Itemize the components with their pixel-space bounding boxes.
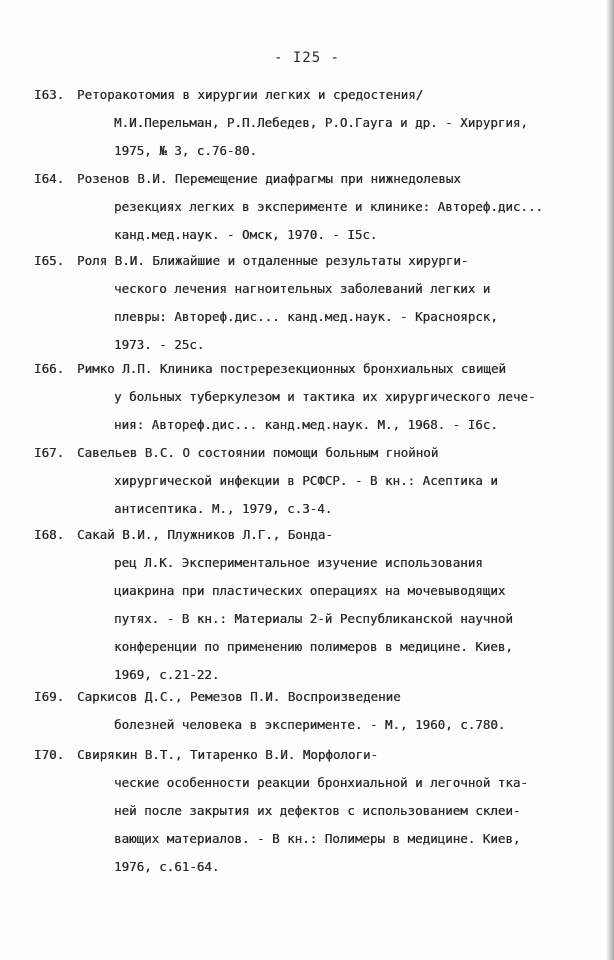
entry-first-line: Свирякин В.Т., Титаренко В.И. Морфологи- (77, 747, 379, 762)
entry-first-line: Реторакотомия в хирургии легких и средостения/ (77, 87, 424, 102)
entry-continuation-line: 1975, № 3, с.76-80. (114, 143, 257, 158)
entry-continuation-line: М.И.Перельман, Р.П.Лебедев, Р.О.Гаугa и др. - Хирургия, (114, 115, 528, 130)
entry-continuation-line: 1976, с.61-64. (114, 859, 220, 874)
entry-continuation-line: хирургической инфекции в РСФСР. - В кн.: Асептика и (114, 473, 498, 488)
entry-number: I70. (34, 747, 65, 762)
entry-continuation-line: плевры: Автореф.дис... канд.мед.наук. - Красноярск, (114, 309, 498, 324)
entry-number: I66. (34, 361, 65, 376)
entry-continuation-line: ней после закрытия их дефектов с использованием склеи- (114, 803, 521, 818)
entry-continuation-line: рец Л.К. Экспериментальное изучение использования (114, 555, 483, 570)
page-edge-shadow (606, 0, 614, 960)
entry-number: I67. (34, 445, 65, 460)
entry-number: I69. (34, 689, 65, 704)
entry-number: I65. (34, 253, 65, 268)
entry-first-line: Савельев В.С. О состоянии помощи больным гнойной (77, 445, 439, 460)
entry-continuation-line: ческого лечения нагноительных заболеваний легких и (114, 281, 491, 296)
entry-continuation-line: болезней человека в эксперименте. - М., 1960, с.780. (114, 717, 506, 732)
entry-first-line: Саркисов Д.С., Ремезов П.И. Воспроизведение (77, 689, 401, 704)
entry-first-line: Роля В.И. Ближайшие и отдаленные результаты хирурги- (77, 253, 469, 268)
entry-continuation-line: ния: Автореф.дис... канд.мед.наук. М., 1968. - I6c. (114, 417, 498, 432)
entry-number: I63. (34, 87, 65, 102)
entry-continuation-line: вающих материалов. - В кн.: Полимеры в медицине. Киев, (114, 831, 521, 846)
entry-continuation-line: 1973. - 25c. (114, 337, 205, 352)
entry-first-line: Сакай В.И., Плужников Л.Г., Бондa- (77, 527, 333, 542)
entry-number: I64. (34, 171, 65, 186)
entry-continuation-line: циакрина при пластических операциях на мочевыводящих (114, 583, 506, 598)
entry-continuation-line: конференции по применению полимеров в медицине. Киев, (114, 639, 513, 654)
entry-continuation-line: у больных туберкулезом и тактика их хирургического лече- (114, 389, 536, 404)
entry-continuation-line: ческие особенности реакции бронхиальной и легочной тка- (114, 775, 528, 790)
entry-continuation-line: резекциях легких в эксперименте и клинике: Автореф.дис... (114, 199, 543, 214)
entry-first-line: Римко Л.П. Клиника постререзекционных бронхиальных свищей (77, 361, 506, 376)
entry-number: I68. (34, 527, 65, 542)
entry-continuation-line: антисептика. М., 1979, с.3-4. (114, 501, 333, 516)
entry-continuation-line: путях. - В кн.: Материалы 2-й Республиканской научной (114, 611, 513, 626)
page-number: - I25 - (273, 50, 340, 66)
entry-continuation-line: 1969, с.21-22. (114, 667, 220, 682)
entry-first-line: Розенов В.И. Перемещение диафрагмы при нижнедолевых (77, 171, 461, 186)
entry-continuation-line: канд.мед.наук. - Омск, 1970. - I5c. (114, 227, 378, 242)
